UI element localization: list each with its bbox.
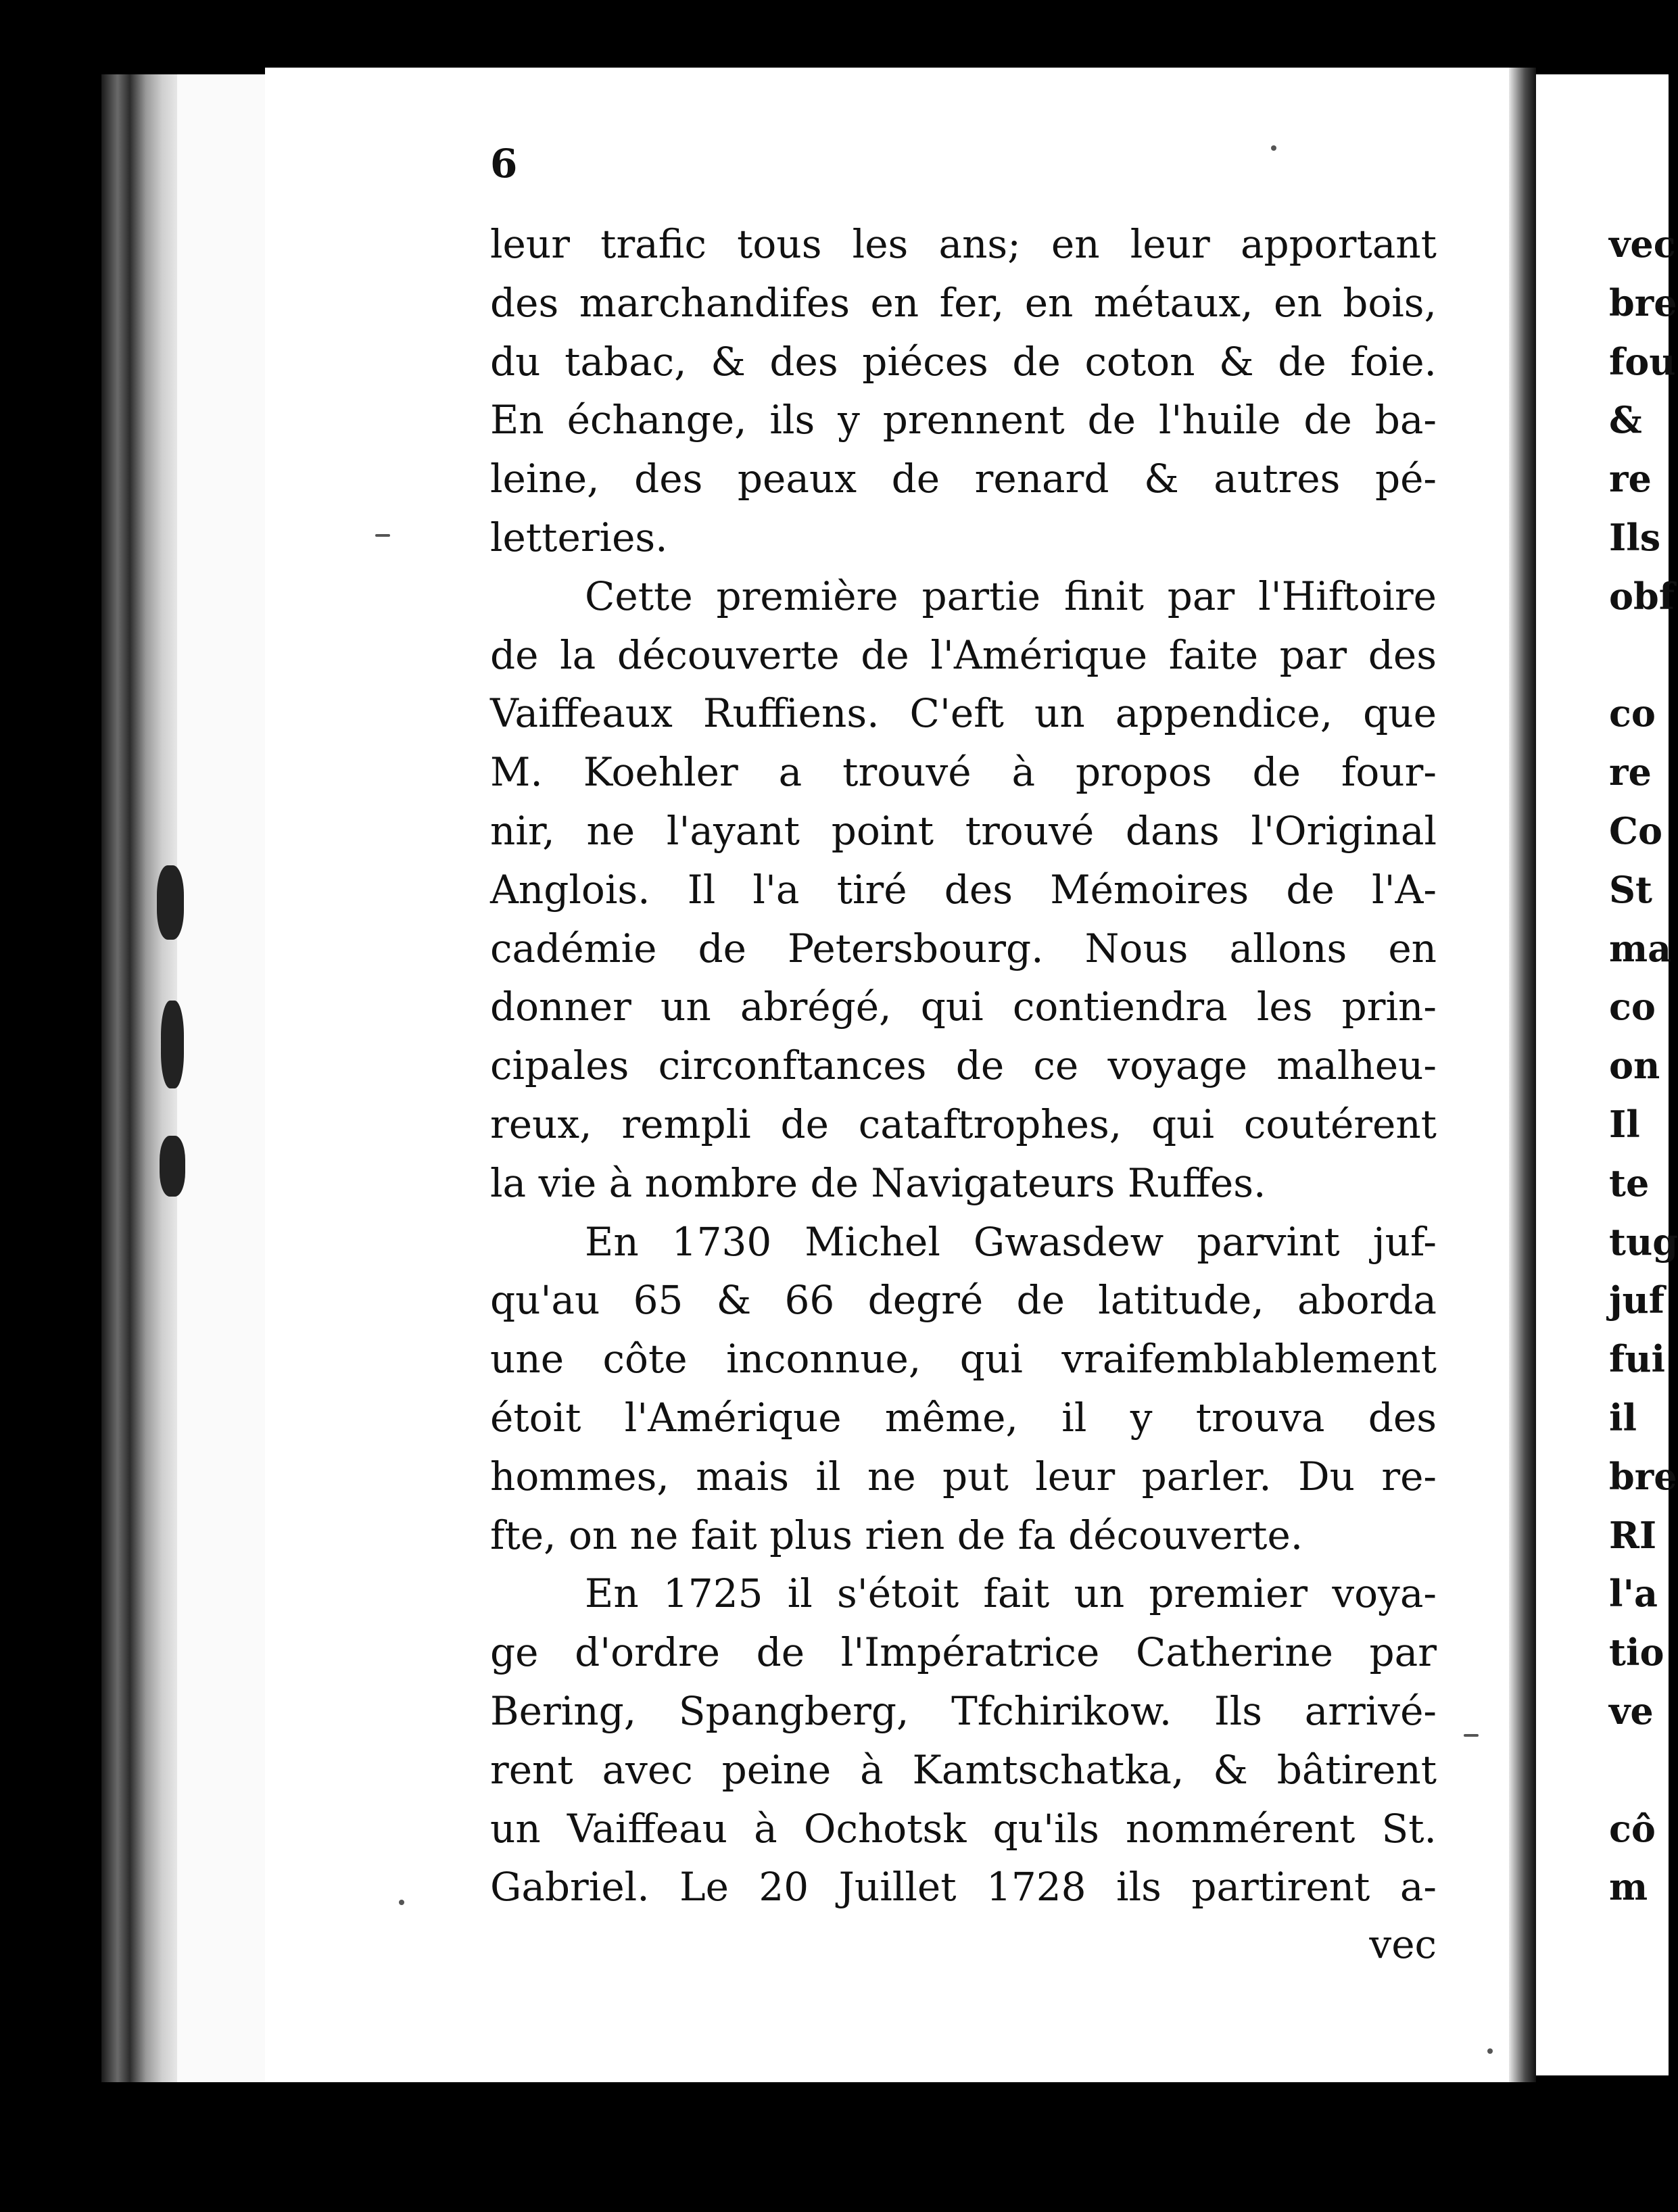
text-line: letteries. bbox=[490, 514, 668, 560]
body-text bbox=[490, 215, 1437, 1917]
page-gutter bbox=[1509, 68, 1536, 2082]
text-line: cadémie de Petersbourg. Nous allons en bbox=[490, 925, 1437, 971]
text-line: la vie à nombre de Navigateurs Ruffes. bbox=[490, 1159, 1266, 1206]
ink-bleed-mark bbox=[161, 1001, 184, 1088]
facing-page-line: vec bbox=[1609, 222, 1676, 266]
facing-page-line bbox=[1609, 626, 1678, 685]
facing-page-line: on bbox=[1609, 1044, 1660, 1088]
facing-page-line: ve bbox=[1609, 1689, 1654, 1733]
facing-page-line: obf bbox=[1609, 574, 1675, 618]
text-line: cipales circonftances de ce voyage malheu- bbox=[490, 1042, 1437, 1089]
text-line: Anglois. Il l'a tiré des Mémoires de l'A- bbox=[490, 866, 1437, 913]
text-line: Bering, Spangberg, Tfchirikow. Ils arrivé- bbox=[490, 1687, 1437, 1734]
facing-page-line: re bbox=[1609, 750, 1652, 794]
text-line: Gabriel. Le 20 Juillet 1728 ils partirent a- bbox=[490, 1864, 1437, 1910]
paper-speck bbox=[1487, 2048, 1493, 2054]
facing-page-line: Il bbox=[1609, 1102, 1640, 1146]
text-line: ge d'ordre de l'Impératrice Catherine par bbox=[490, 1629, 1437, 1676]
text-line: une côte inconnue, qui vraifemblablement bbox=[490, 1336, 1437, 1382]
facing-page-line: St bbox=[1609, 867, 1652, 911]
text-line: leine, des peaux de renard & autres pé- bbox=[490, 456, 1437, 502]
paper-speck bbox=[1464, 1734, 1479, 1737]
previous-page-edge bbox=[177, 74, 267, 2082]
facing-page-line: tio bbox=[1609, 1631, 1664, 1675]
facing-page-line: cô bbox=[1609, 1806, 1656, 1850]
facing-page-line: fou bbox=[1609, 339, 1676, 383]
text-line: du tabac, & des piéces de coton & de foie. bbox=[490, 338, 1437, 385]
text-line: reux, rempli de cataftrophes, qui coutérent bbox=[490, 1101, 1437, 1147]
catchword: vec bbox=[1369, 1921, 1437, 1967]
facing-page-line: Co bbox=[1609, 809, 1662, 852]
text-line: nir, ne l'ayant point trouvé dans l'Original bbox=[490, 807, 1437, 854]
text-line: des marchandifes en fer, en métaux, en bois, bbox=[490, 279, 1437, 326]
facing-page-line: juf bbox=[1609, 1278, 1665, 1322]
text-line: rent avec peine à Kamtschatka, & bâtirent bbox=[490, 1746, 1437, 1793]
paper-speck bbox=[399, 1900, 404, 1905]
text-line: fte, on ne fait plus rien de fa découverte. bbox=[490, 1512, 1303, 1558]
ink-bleed-mark bbox=[157, 865, 184, 940]
page-number: 6 bbox=[490, 141, 518, 187]
text-line: donner un abrégé, qui contiendra les prin- bbox=[490, 984, 1437, 1030]
facing-page-line: re bbox=[1609, 457, 1652, 501]
text-line: qu'au 65 & 66 degré de latitude, aborda bbox=[490, 1277, 1437, 1324]
text-line: un Vaiffeau à Ochotsk qu'ils nommérent St. bbox=[490, 1805, 1437, 1852]
facing-page-line: l'a bbox=[1609, 1572, 1658, 1616]
facing-page-line: tug bbox=[1609, 1220, 1678, 1264]
facing-page-line bbox=[1609, 1741, 1678, 1800]
text-line: En 1730 Michel Gwasdew parvint juf- bbox=[585, 1218, 1437, 1265]
facing-page-line: Ils bbox=[1609, 515, 1661, 559]
facing-page-line: co bbox=[1609, 985, 1656, 1029]
paper-speck bbox=[1271, 145, 1276, 151]
facing-page-line: ma bbox=[1609, 926, 1672, 970]
facing-page-line: fui bbox=[1609, 1337, 1666, 1381]
facing-page-line: te bbox=[1609, 1161, 1650, 1205]
facing-page-line: & bbox=[1609, 398, 1642, 442]
text-line: En échange, ils y prennent de l'huile de ba- bbox=[490, 397, 1437, 443]
facing-page-line: co bbox=[1609, 692, 1656, 736]
text-line: Cette première partie finit par l'Hiftoire bbox=[585, 573, 1437, 619]
facing-page-line: m bbox=[1609, 1865, 1648, 1909]
facing-page-text bbox=[1609, 215, 1678, 1917]
text-line: M. Koehler a trouvé à propos de four- bbox=[490, 749, 1437, 796]
facing-page-line: RI bbox=[1609, 1513, 1657, 1557]
paper-speck bbox=[375, 534, 390, 537]
text-line: En 1725 il s'étoit fait un premier voya- bbox=[585, 1570, 1437, 1617]
facing-page-line: bre bbox=[1609, 281, 1677, 324]
text-line: étoit l'Amérique même, il y trouva des bbox=[490, 1394, 1437, 1441]
text-line: de la découverte de l'Amérique faite par des bbox=[490, 631, 1437, 678]
text-line: leur trafic tous les ans; en leur apportant bbox=[490, 221, 1437, 267]
text-line: hommes, mais il ne put leur parler. Du re- bbox=[490, 1453, 1437, 1499]
facing-page-line: il bbox=[1609, 1395, 1637, 1439]
ink-bleed-mark bbox=[160, 1136, 185, 1197]
facing-page-line: bre bbox=[1609, 1454, 1677, 1498]
text-line: Vaiffeaux Ruffiens. C'eft un appendice, que bbox=[490, 690, 1437, 737]
